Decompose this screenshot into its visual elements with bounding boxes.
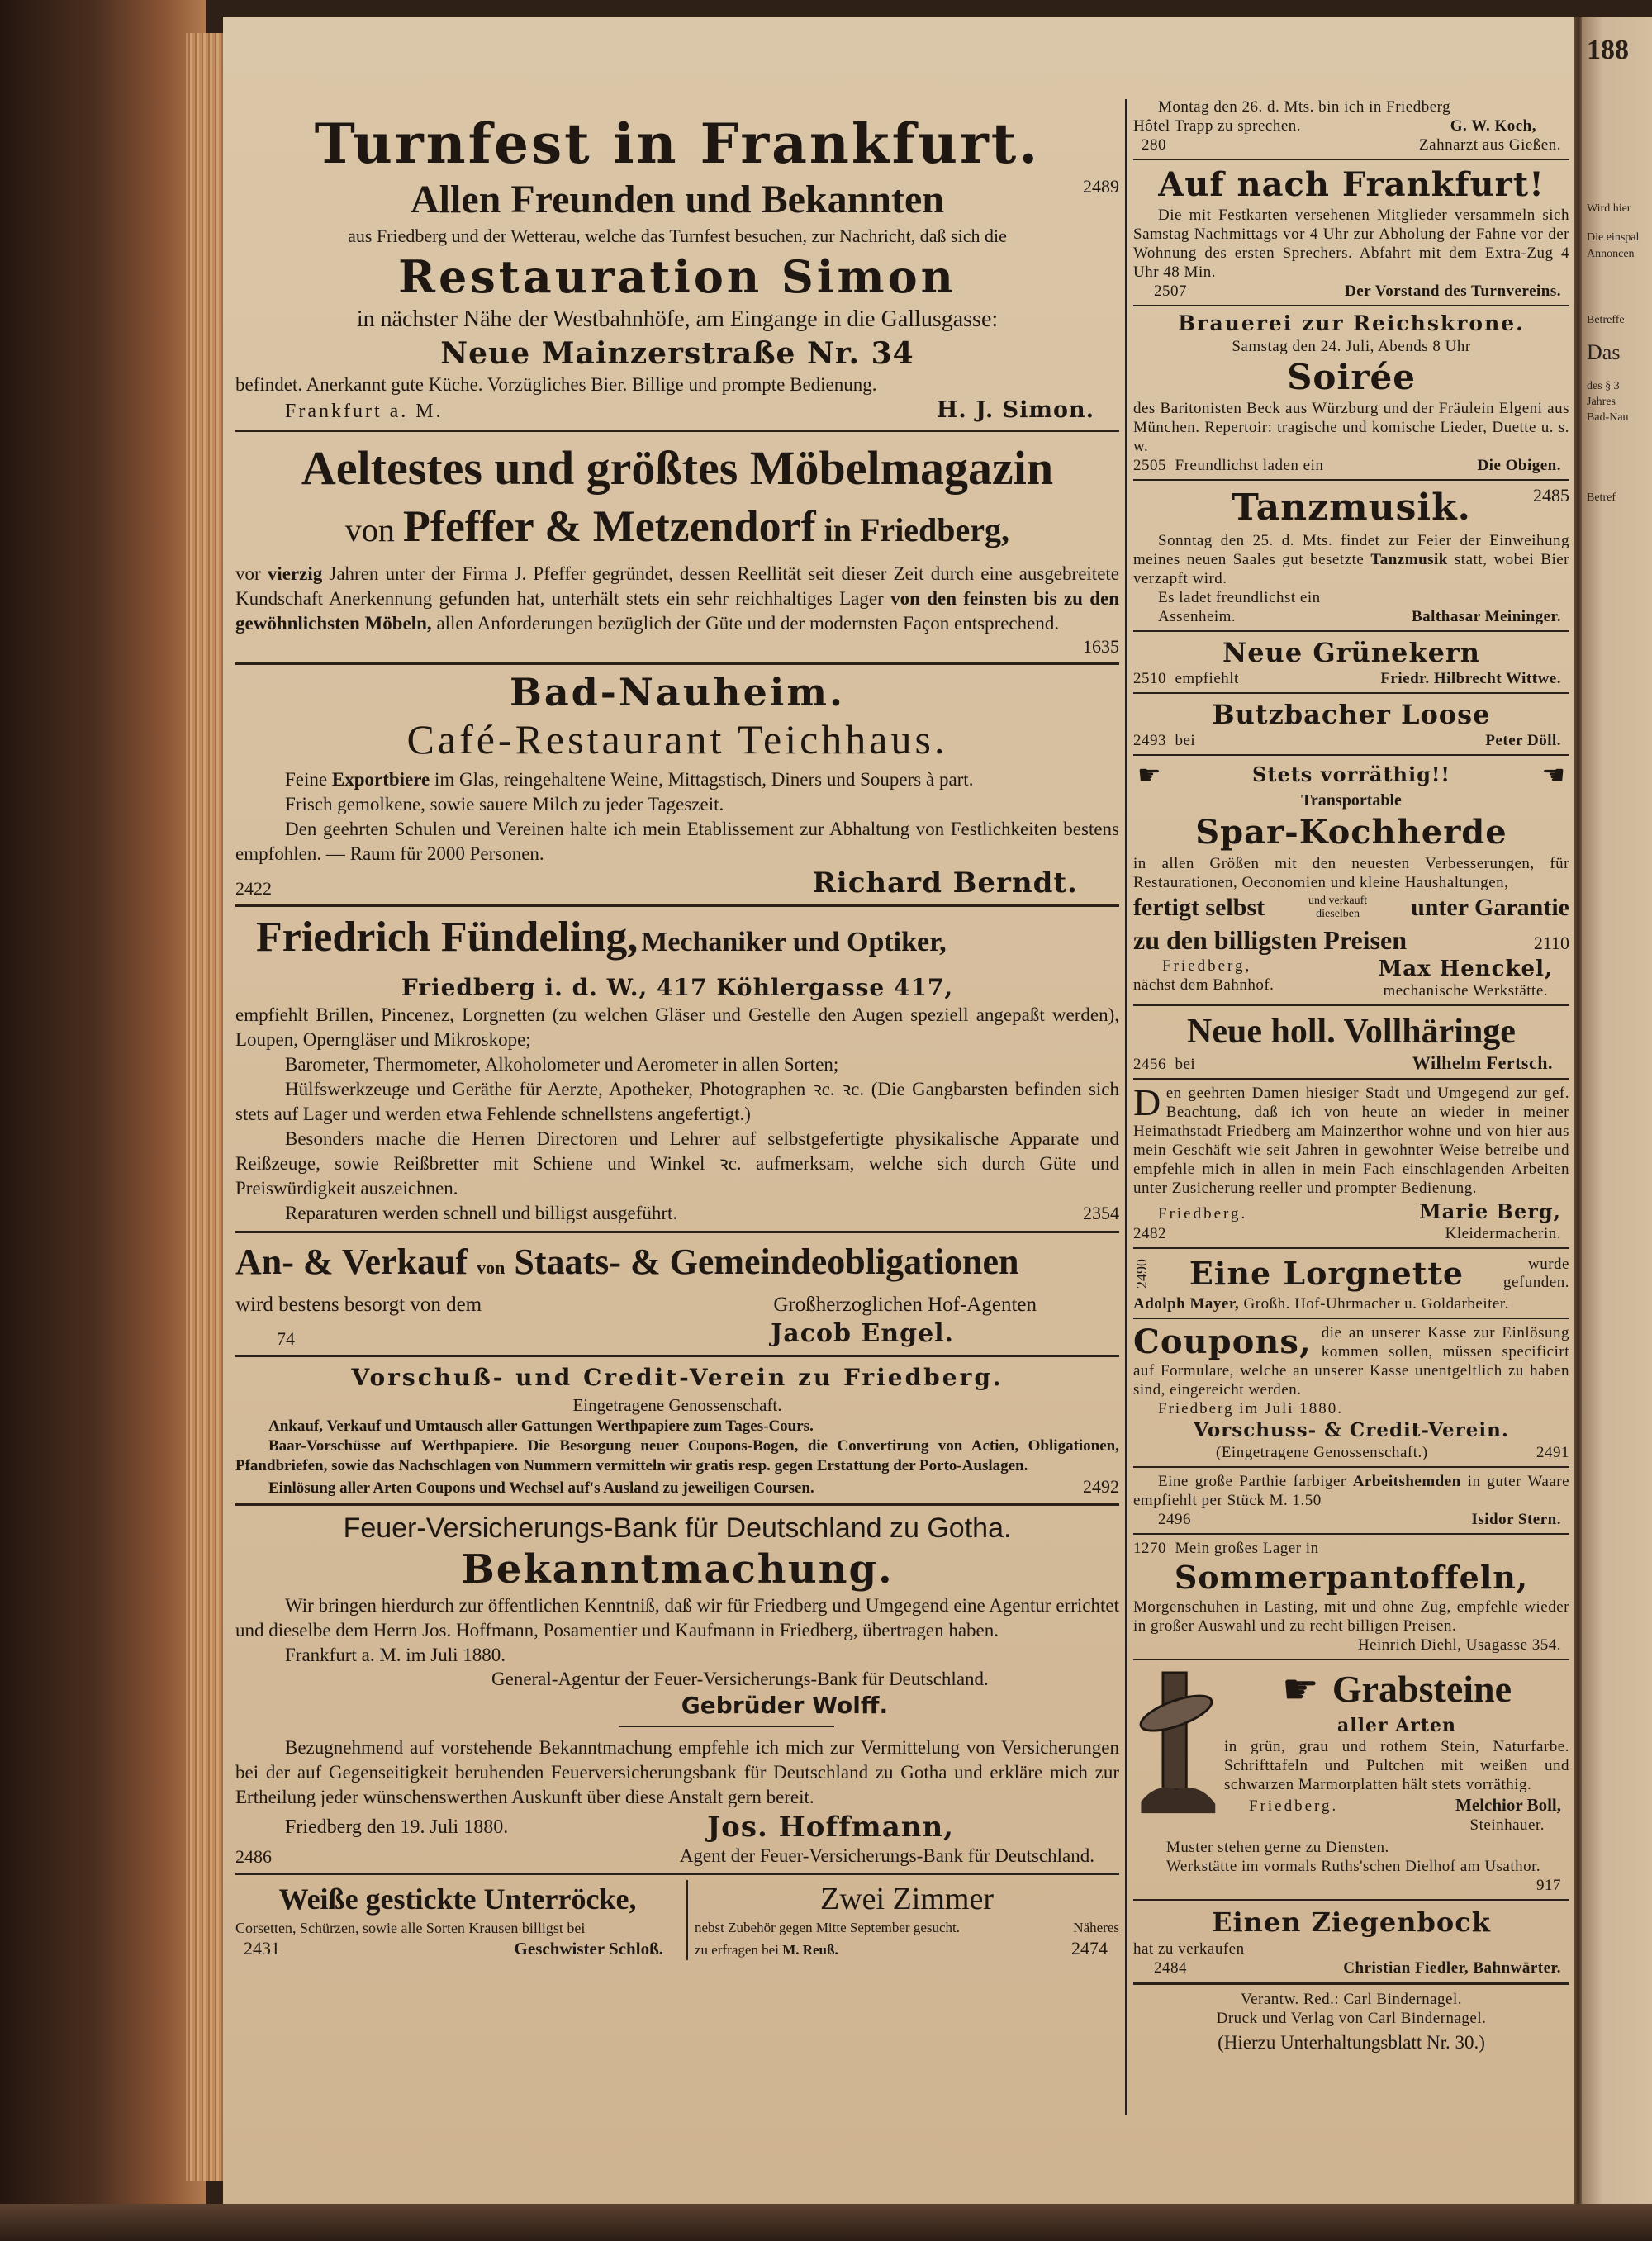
ad-text: Muster stehen gerne zu Diensten. xyxy=(1166,1839,1389,1856)
ad-number: 2492 xyxy=(1083,1476,1119,1497)
ad-text: im Glas, reingehaltene Weine, Mittagstisch, Diners und Soupers à part. xyxy=(434,769,974,790)
ad-signature: Max Henckel, xyxy=(1378,957,1553,981)
ad-title: Staats- & Gemeindeobligationen xyxy=(514,1242,1019,1282)
ad-signature: Gebrüder Wolff. xyxy=(681,1692,889,1719)
ad-unterroecke xyxy=(235,1880,688,1960)
next-page-fragment: Die einspal xyxy=(1587,231,1640,244)
divider xyxy=(1133,1466,1569,1468)
ad-text: Sonntag den 25. d. Mts. findet zur Feier der Einweihung meines neuen Saales gut besetzte xyxy=(1133,532,1569,568)
imprint xyxy=(1133,1990,1569,2056)
ad-signature: Balthasar Meininger. xyxy=(1411,608,1561,625)
divider xyxy=(1133,692,1569,694)
ad-feuerversicherung xyxy=(235,1511,1119,1868)
ad-text: empfiehlt xyxy=(1175,670,1239,687)
ad-title-connector: von xyxy=(477,1257,506,1278)
ad-date: Samstag den 24. Juli, Abends 8 Uhr xyxy=(1232,338,1471,355)
ad-koch xyxy=(1133,97,1569,154)
ad-firm-prefix: von xyxy=(344,511,395,548)
ad-pre-title: Transportable xyxy=(1301,791,1402,810)
ad-bold-text: Arbeitshemden xyxy=(1352,1473,1461,1490)
bottom-ads-row xyxy=(235,1880,1119,1960)
pointing-hand-right-icon: ☛ xyxy=(1137,760,1161,790)
ad-place-date: Frankfurt a. M. im Juli 1880. xyxy=(285,1645,506,1665)
divider xyxy=(235,1355,1119,1357)
ad-number: 74 xyxy=(277,1328,295,1349)
ad-number: 2490 xyxy=(1133,1259,1150,1289)
divider xyxy=(1133,1533,1569,1535)
next-page-fragment: des § 3 xyxy=(1587,380,1620,392)
ad-event: Soirée xyxy=(1287,357,1416,397)
short-divider xyxy=(620,1726,834,1727)
ad-text: Feine xyxy=(285,769,328,790)
ad-bold-text: Exportbiere xyxy=(331,769,430,790)
ad-coupons xyxy=(1133,1323,1569,1462)
pointing-hand-icon: ☛ xyxy=(1281,1666,1319,1712)
ad-number: 2486 xyxy=(235,1846,272,1867)
ad-text: vor xyxy=(235,563,261,584)
ad-number: 2493 xyxy=(1133,732,1166,749)
ad-signature: Vorschuss- & Credit-Verein. xyxy=(1194,1419,1509,1441)
ad-signature: Der Vorstand des Turnvereins. xyxy=(1345,282,1561,300)
ad-signature: Marie Berg, xyxy=(1419,1199,1561,1223)
ad-text: Hôtel Trapp zu sprechen. xyxy=(1133,117,1302,135)
ad-text: Näheres xyxy=(1073,1920,1119,1935)
imprint-printer: Druck und Verlag von Carl Bindernagel. xyxy=(1216,2010,1487,2027)
ad-sommerpantoffeln xyxy=(1133,1539,1569,1655)
ad-text: Es ladet freundlichst ein xyxy=(1158,589,1321,606)
ad-text: Eine große Parthie farbiger xyxy=(1158,1473,1346,1490)
next-page-number: 188 xyxy=(1587,35,1629,65)
ad-bold-text: Tanzmusik xyxy=(1370,551,1448,568)
ad-text: in allen Größen mit den neuesten Verbesserungen, für Restaurationen, Oeconomien und kleine Haushaltungen, xyxy=(1133,855,1569,891)
ad-note: gefunden. xyxy=(1503,1274,1569,1291)
ad-number: 2484 xyxy=(1154,1959,1187,1977)
ad-marie-berg xyxy=(1133,1084,1569,1243)
ad-role: Kleidermacherin. xyxy=(1445,1225,1561,1242)
ad-lorgnette xyxy=(1133,1253,1569,1313)
divider xyxy=(1133,479,1569,481)
ad-text: die an unserer Kasse zur Einlösung kommen sollen, müssen specificirt auf Formulare, welche an unserer Kasse unentgeltlich zu haben sind, eingereicht werden. xyxy=(1133,1324,1569,1398)
ad-role: Großh. Hof-Uhrmacher u. Goldarbeiter. xyxy=(1243,1295,1509,1313)
ad-number: 1270 xyxy=(1133,1540,1166,1557)
tombstone-cross-illustration xyxy=(1133,1664,1219,1821)
ad-ziegenbock xyxy=(1133,1905,1569,1977)
next-page-fragment: Betref xyxy=(1587,491,1616,504)
ad-signature: G. W. Koch, xyxy=(1450,117,1536,135)
ad-big-text: fertigt selbst xyxy=(1133,894,1265,921)
ad-vorschuss-verein xyxy=(235,1362,1119,1498)
ad-zwei-zimmer xyxy=(688,1880,1119,1960)
ad-title: Auf nach Frankfurt! xyxy=(1158,165,1545,204)
ad-text: allen Anforderungen bezüglich der Güte und der modernsten Façon entsprechend. xyxy=(436,613,1060,634)
divider xyxy=(1133,630,1569,632)
ad-text: Reparaturen werden schnell und billigst ausgeführt. xyxy=(285,1203,678,1223)
ad-location: in nächster Nähe der Westbahnhöfe, am Eingange in die Gallusgasse: xyxy=(356,306,999,332)
ad-number: 2507 xyxy=(1154,282,1187,300)
ad-intro: aus Friedberg und der Wetterau, welche das Turnfest besuchen, zur Nachricht, daß sich die xyxy=(348,226,1007,246)
ad-subtitle: Eingetragene Genossenschaft. xyxy=(572,1395,782,1415)
ad-subtitle: Café-Restaurant Teichhaus. xyxy=(406,716,948,762)
ad-trade: Mechaniker und Optiker, xyxy=(641,927,947,957)
ad-staatsobligationen xyxy=(235,1238,1119,1350)
ad-title: Spar-Kochherde xyxy=(1195,813,1507,852)
ad-vollhaeringe xyxy=(1133,1010,1569,1074)
ad-number: 2431 xyxy=(244,1938,280,1959)
ad-grabsteine xyxy=(1133,1664,1569,1895)
ad-role: Großherzoglichen Hof-Agenten xyxy=(773,1294,1037,1316)
ad-text: wird bestens besorgt von dem xyxy=(235,1294,482,1316)
divider xyxy=(1133,305,1569,306)
ad-text: empfiehlt Brillen, Pincenez, Lorgnetten (zu welchen Gläser und Gestelle den Augen speziell angepaßt werden), Loupen, Operngläser und Mikroskope; xyxy=(235,1004,1119,1050)
ad-title: Coupons, xyxy=(1133,1323,1312,1361)
ad-place-date: Friedberg im Juli 1880. xyxy=(1158,1400,1344,1417)
ad-title: Neue holl. Vollhäringe xyxy=(1187,1013,1516,1051)
ad-number: 1635 xyxy=(1083,636,1119,657)
ad-text: hat zu verkaufen xyxy=(1133,1940,1245,1958)
ad-bad-nauheim xyxy=(235,670,1119,900)
ad-number: 280 xyxy=(1142,136,1166,154)
ad-place: Friedberg, xyxy=(1162,957,1252,975)
ad-spar-kochherde xyxy=(1133,760,1569,1000)
next-page-fragment: Das xyxy=(1587,340,1621,364)
ad-small-text: dieselben xyxy=(1316,908,1360,920)
divider xyxy=(235,662,1119,665)
ad-signature: Isidor Stern. xyxy=(1471,1511,1561,1528)
ad-number: 2510 xyxy=(1133,670,1166,687)
ad-tanzmusik xyxy=(1133,485,1569,626)
ad-text: in grün, grau und rothem Stein, Naturfarbe. Schrifttafeln und Pultchen mit weißen und schwarzen Marmorplatten hält stets vorräthig. xyxy=(1224,1738,1569,1793)
ad-text: Frisch gemolkene, sowie sauere Milch zu jeder Tageszeit. xyxy=(285,794,724,814)
ad-subtitle: (Eingetragene Genossenschaft.) xyxy=(1216,1444,1428,1461)
ad-number: 917 xyxy=(1536,1877,1561,1894)
ad-small-text: und verkauft xyxy=(1308,895,1368,907)
ad-title: Friedrich Fündeling, xyxy=(256,914,638,961)
ad-number: 2491 xyxy=(1536,1444,1569,1461)
ad-auf-nach-frankfurt xyxy=(1133,164,1569,301)
ad-text: Einlösung aller Arten Coupons und Wechsel auf's Ausland zu jeweiligen Coursen. xyxy=(268,1479,814,1497)
ad-title: Neue Grünekern xyxy=(1222,637,1481,668)
ad-text: Wir bringen hierdurch zur öffentlichen Kenntniß, daß wir für Friedberg und Umgegend eine Agentur errichtet und dieselbe dem Herrn Jos. Hoffmann, Posamentier und Kaufmann in Friedberg, übertragen haben. xyxy=(235,1595,1119,1640)
ad-big-text: zu den billigsten Preisen xyxy=(1133,925,1407,955)
ad-bold-text: vierzig xyxy=(267,563,323,584)
divider xyxy=(235,1873,1119,1875)
ad-header: Feuer-Versicherungs-Bank für Deutschland zu Gotha. xyxy=(343,1512,1012,1544)
ad-address: Friedberg i. d. W., 417 Köhlergasse 417, xyxy=(401,974,954,1001)
ad-signature: Jacob Engel. xyxy=(771,1319,954,1348)
divider xyxy=(1133,1078,1569,1080)
ad-text: Baar-Vorschüsse auf Werthpapiere. Die Besorgung neuer Coupons-Bogen, die Convertirung von Actien, Obligationen, Pfandbriefen, sowie das Nachschlagen von Nummern vermitteln wir gratis resp. gegen Erstattung der Porto-Auslagen. xyxy=(235,1437,1119,1474)
next-page-fragment: Betreffe xyxy=(1587,314,1625,326)
ad-text: Werkstätte im vormals Ruths'schen Dielhof am Usathor. xyxy=(1166,1858,1541,1875)
next-page-fragment: Annoncen xyxy=(1587,248,1635,260)
ad-text: Hülfswerkzeuge und Geräthe für Aerzte, Apotheker, Photographen ꝛc. ꝛc. (Die Gangbarsten befinden sich stets auf Lager und werden etwa Fehlende schnellstens angefertigt.) xyxy=(235,1079,1119,1124)
ad-text: zu erfragen bei xyxy=(695,1942,779,1958)
ad-place-date: Friedberg den 19. Juli 1880. xyxy=(285,1816,509,1838)
ad-text: Freundlichst laden ein xyxy=(1175,457,1324,474)
ad-signature: Friedr. Hilbrecht Wittwe. xyxy=(1380,670,1561,687)
ad-title: Grabsteine xyxy=(1332,1668,1512,1710)
ad-place: Assenheim. xyxy=(1158,608,1237,625)
ad-text: bei xyxy=(1175,1056,1196,1073)
divider xyxy=(1133,159,1569,160)
ad-name: Adolph Mayer, xyxy=(1133,1295,1240,1313)
ad-title: Bad-Nauheim. xyxy=(509,670,846,715)
ad-text: Den geehrten Schulen und Vereinen halte ich mein Etablissement zur Abhaltung von Festlichkeiten bestens empfohlen. — Raum für 2000 Personen. xyxy=(235,819,1119,864)
ad-number: 2474 xyxy=(1071,1938,1108,1959)
ad-firm-suffix: in Friedberg, xyxy=(824,511,1010,548)
ad-signature: Christian Fiedler, Bahnwärter. xyxy=(1343,1959,1561,1977)
ad-title: An- & Verkauf xyxy=(235,1242,468,1282)
right-column xyxy=(1133,97,1569,2056)
ad-title: Weiße gestickte Unterröcke, xyxy=(278,1883,637,1916)
next-page-fragment: Bad-Nau xyxy=(1587,411,1629,424)
ad-number: 2505 xyxy=(1133,457,1166,474)
ad-signature: Heinrich Diehl, Usagasse 354. xyxy=(1357,1636,1561,1654)
ad-number: 2422 xyxy=(235,878,272,899)
ad-signature: Melchior Boll, xyxy=(1455,1795,1561,1815)
ad-signature: Richard Berndt. xyxy=(812,866,1078,900)
ad-text: Jahren unter der Firma J. Pfeffer gegründet, dessen Reellität seit dieser Zeit durch eine ausgebreitete Kundschaft Anerkennung gefunden hat, unterhält stets ein sehr reichhaltiges Lager xyxy=(235,563,1120,609)
ad-text: Montag den 26. d. Mts. bin ich in Friedberg xyxy=(1158,98,1451,116)
next-page-fragment: Wird hier xyxy=(1587,202,1631,215)
ad-place: Frankfurt a. M. xyxy=(285,401,444,422)
ad-text: Bezugnehmend auf vorstehende Bekanntmachung empfehle ich mich zur Vermittelung von Versicherungen bei der auf Gegenseitigkeit beruhenden Feuerversicherungsbank für Deutschland zu Gotha und erkläre mich zur Ertheilung jeder wünschenswerthen Auskunft über diese Anstalt gern bereit. xyxy=(235,1737,1119,1807)
ad-arbeitshemden xyxy=(1133,1472,1569,1529)
ad-subtitle: aller Arten xyxy=(1336,1715,1457,1736)
ad-signature: Wilhelm Fertsch. xyxy=(1412,1052,1553,1073)
ad-place: nächst dem Bahnhof. xyxy=(1133,976,1275,994)
ad-text: Mein großes Lager in xyxy=(1175,1540,1319,1557)
ad-role: Steinhauer. xyxy=(1469,1816,1545,1834)
divider xyxy=(1133,1659,1569,1660)
ad-text: Barometer, Thermometer, Alkoholometer und Aerometer in allen Sorten; xyxy=(285,1054,839,1075)
ad-number: 2489 xyxy=(1083,176,1119,197)
divider xyxy=(235,904,1119,907)
column-divider xyxy=(1125,99,1127,2115)
ad-butzbacher-loose xyxy=(1133,698,1569,750)
ad-signature: H. J. Simon. xyxy=(936,397,1094,423)
ad-text: statt, wobei Bier verzapft wird. xyxy=(1133,551,1570,587)
ad-address: Neue Mainzerstraße Nr. 34 xyxy=(440,336,914,371)
ad-signature: Geschwister Schloß. xyxy=(514,1939,663,1959)
ad-number: 2110 xyxy=(1533,933,1569,953)
ad-features: befindet. Anerkannt gute Küche. Vorzügliches Bier. Billige und prompte Bedienung. xyxy=(235,374,877,395)
ad-title: Tanzmusik. xyxy=(1232,487,1471,529)
ad-number: 2354 xyxy=(1083,1203,1119,1223)
ad-text: in guter Waare empfiehlt per Stück M. 1.50 xyxy=(1133,1473,1570,1509)
ad-title: Butzbacher Loose xyxy=(1212,699,1491,730)
ad-banner: Stets vorräthig!! xyxy=(1252,762,1450,786)
ad-text: en geehrten Damen hiesiger Stadt und Umgegend zur gef. Beachtung, daß ich von heute an wieder in meiner Heimathstadt Friedberg am Mainzerthor wohne und von hier aus mein Geschäft wie seit Jahren in gewohnter Weise betreibe und empfehle mich in allen in mein Fach einschlagenden Arbeiten unter Zusicherung reeller und prompter Bedienung. xyxy=(1133,1085,1569,1197)
ad-text: bei xyxy=(1175,732,1196,749)
ad-agency: General-Agentur der Feuer-Versicherungs-Bank für Deutschland. xyxy=(491,1669,989,1689)
divider xyxy=(1133,1899,1569,1901)
ad-fuendeling xyxy=(235,912,1119,1226)
imprint-supplement: (Hierzu Unterhaltungsblatt Nr. 30.) xyxy=(1218,2032,1485,2053)
ad-place: Friedberg. xyxy=(1249,1797,1339,1815)
ad-role: Agent der Feuer-Versicherungs-Bank für Deutschland. xyxy=(679,1845,1094,1866)
ad-firm-name: Pfeffer & Metzendorf xyxy=(402,501,816,551)
ad-signature: Jos. Hoffmann, xyxy=(707,1811,954,1844)
ad-number: 2456 xyxy=(1133,1056,1166,1073)
ad-note: wurde xyxy=(1528,1256,1569,1273)
ad-text: Morgenschuhen in Lasting, mit und ohne Zug, empfehle wieder in großer Auswahl und zu recht billigen Preisen. xyxy=(1133,1598,1569,1635)
ad-number: 2496 xyxy=(1158,1511,1191,1528)
ad-title: Brauerei zur Reichskrone. xyxy=(1178,311,1525,335)
imprint-editor: Verantw. Red.: Carl Bindernagel. xyxy=(1240,1991,1463,2008)
left-column xyxy=(235,112,1119,1960)
ad-number: 2485 xyxy=(1533,485,1569,506)
ad-initial: D xyxy=(1133,1084,1161,1123)
divider xyxy=(235,1231,1119,1233)
ad-signature: M. Reuß. xyxy=(782,1942,838,1958)
divider xyxy=(1133,1247,1569,1249)
ad-signature: Die Obigen. xyxy=(1477,457,1561,474)
ad-reichskrone xyxy=(1133,311,1569,475)
divider xyxy=(1133,1004,1569,1006)
ad-big-text: unter Garantie xyxy=(1411,894,1569,921)
ad-restaurant-name: Restauration Simon xyxy=(398,250,957,303)
divider xyxy=(235,430,1119,432)
ad-title: Bekanntmachung. xyxy=(461,1546,894,1593)
ad-subtitle: Allen Freunden und Bekannten xyxy=(411,178,944,221)
pointing-hand-left-icon: ☚ xyxy=(1541,760,1565,790)
next-page-fragment: Jahres xyxy=(1587,396,1616,408)
ad-text: Die mit Festkarten versehenen Mitglieder versammeln sich Samstag Nachmittags vor 4 Uhr zur Abholung der Fahne vor der Wohnung des ersten Sprechers. Abfahrt mit dem Extra-Zug 4 Uhr 48 Min. xyxy=(1133,207,1569,281)
ad-title: Zwei Zimmer xyxy=(820,1882,994,1916)
ad-title: Vorschuß- und Credit-Verein zu Friedberg. xyxy=(351,1364,1004,1391)
ad-number: 2482 xyxy=(1133,1225,1166,1242)
ad-text: Ankauf, Verkauf und Umtausch aller Gattungen Werthpapiere zum Tages-Cours. xyxy=(268,1417,814,1435)
ad-text: Corsetten, Schürzen, sowie alle Sorten Krausen billigst bei xyxy=(235,1920,586,1936)
table-surface xyxy=(0,2204,1652,2241)
ad-role: Zahnarzt aus Gießen. xyxy=(1419,136,1561,154)
divider xyxy=(1133,1318,1569,1319)
ad-bold-text: von den feinsten bis zu den gewöhnlichsten Möbeln, xyxy=(235,588,1119,634)
book-binding xyxy=(0,0,206,2241)
ad-role: mechanische Werkstätte. xyxy=(1383,982,1549,999)
ad-title: Turnfest in Frankfurt. xyxy=(314,112,1041,176)
ad-title: Einen Ziegenbock xyxy=(1212,1906,1491,1938)
divider xyxy=(1133,1982,1569,1985)
ad-title: Eine Lorgnette xyxy=(1189,1255,1464,1292)
divider xyxy=(1133,754,1569,756)
ad-text: Besonders mache die Herren Directoren und Lehrer auf selbstgefertigte physikalische Apparate und Reißzeuge, sowie Reißbretter mit Schiene und Winkel ꝛc. aufmerksam, welche sich durch Güte und Preiswürdigkeit auszeichnen. xyxy=(235,1128,1119,1199)
ad-gruenkern xyxy=(1133,636,1569,688)
ad-text: nebst Zubehör gegen Mitte September gesucht. xyxy=(695,1920,961,1935)
ad-title: Sommerpantoffeln, xyxy=(1174,1559,1529,1596)
ad-turnfest xyxy=(235,112,1119,425)
ad-moebelmagazin xyxy=(235,437,1119,658)
ad-text: des Baritonisten Beck aus Würzburg und der Fräulein Elgeni aus München. Repertoir: tragische und komische Lieder, Duette u. s. w. xyxy=(1133,400,1569,455)
ad-signature: Peter Döll. xyxy=(1485,732,1561,749)
next-page-strip xyxy=(1582,17,1652,2205)
ad-title: Aeltestes und größtes Möbelmagazin xyxy=(301,441,1054,495)
divider xyxy=(235,1503,1119,1506)
ad-place: Friedberg. xyxy=(1158,1205,1248,1223)
